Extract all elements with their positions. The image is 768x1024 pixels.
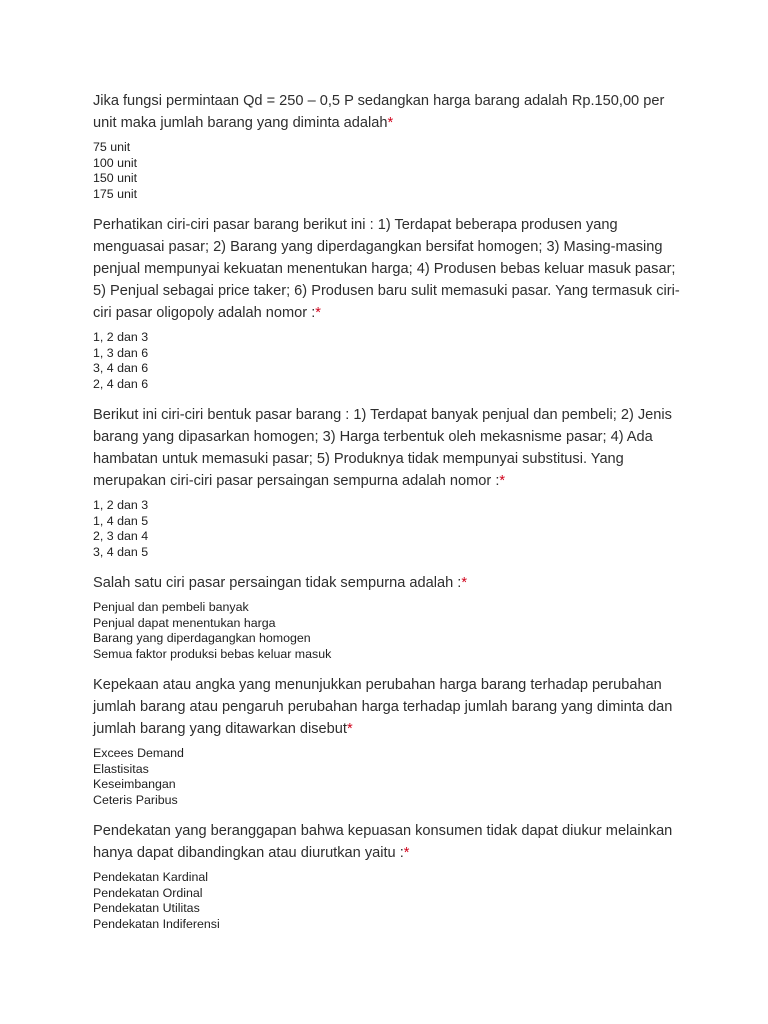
document-page: [93, 90, 683, 932]
question-2-options: [93, 330, 683, 392]
question-text: Jika fungsi permintaan Qd = 250 – 0,5 P sedangkan harga barang adalah Rp.150,00 per unit maka jumlah barang yang diminta adalah: [93, 93, 665, 131]
option[interactable]: 1, 4 dan 5: [93, 513, 149, 528]
question-4-options: [93, 600, 683, 662]
required-mark: *: [346, 721, 353, 737]
question-4-text: [93, 572, 683, 594]
question-6-text: [93, 820, 683, 864]
option[interactable]: Keseimbangan: [93, 777, 176, 791]
question-1-text: [93, 90, 683, 134]
question-1-options: [93, 140, 683, 202]
option[interactable]: Excees Demand: [93, 746, 184, 760]
question-2-text: [93, 214, 683, 324]
question-6-options: [93, 870, 683, 932]
option[interactable]: Barang yang diperdagangkan homogen: [93, 631, 311, 645]
required-mark: *: [499, 473, 506, 489]
question-1: [93, 90, 683, 202]
option[interactable]: Pendekatan Kardinal: [93, 870, 209, 884]
required-mark: *: [387, 115, 394, 131]
option[interactable]: 3, 4 dan 6: [93, 361, 149, 375]
question-3-options: [93, 498, 683, 560]
option[interactable]: 175 unit: [93, 186, 138, 201]
option[interactable]: Elastisitas: [93, 761, 149, 776]
option[interactable]: Pendekatan Indiferensi: [93, 916, 220, 931]
question-5: [93, 674, 683, 808]
option[interactable]: 2, 3 dan 4: [93, 529, 149, 543]
question-3: [93, 404, 683, 560]
option[interactable]: 1, 2 dan 3: [93, 330, 149, 344]
question-5-text: [93, 674, 683, 740]
question-6: [93, 820, 683, 932]
option[interactable]: Penjual dan pembeli banyak: [93, 600, 249, 614]
required-mark: *: [315, 305, 321, 321]
required-mark: *: [461, 575, 467, 591]
option[interactable]: 1, 3 dan 6: [93, 345, 149, 360]
required-mark: *: [403, 845, 410, 861]
option[interactable]: 2, 4 dan 6: [93, 376, 149, 391]
option[interactable]: 150 unit: [93, 171, 138, 185]
question-text: Pendekatan yang beranggapan bahwa kepuasan konsumen tidak dapat diukur melainkan hanya dapat dibandingkan atau diurutkan yaitu :: [93, 823, 673, 861]
question-4: [93, 572, 683, 662]
option[interactable]: Pendekatan Utilitas: [93, 901, 200, 915]
option[interactable]: 3, 4 dan 5: [93, 544, 149, 559]
question-text: Berikut ini ciri-ciri bentuk pasar barang : 1) Terdapat banyak penjual dan pembeli; 2) Jenis barang yang dipasarkan homogen; 3) Harga terbentuk oleh mekasnisme pasar; 4) Ada hambatan untuk memasuki pasar; 5) Produknya tidak mempunyai substitusi. Yang merupakan ciri-ciri pasar persaingan sempurna adalah nomor :: [93, 407, 672, 489]
question-text: Kepekaan atau angka yang menunjukkan perubahan harga barang terhadap perubahan jumlah barang atau pengaruh perubahan harga terhadap jumlah barang yang diminta dan jumlah barang yang ditawarkan disebut: [93, 677, 673, 737]
question-3-text: [93, 404, 683, 492]
question-2: [93, 214, 683, 392]
option[interactable]: 100 unit: [93, 155, 138, 170]
question-text: Perhatikan ciri-ciri pasar barang berikut ini : 1) Terdapat beberapa produsen yang menguasai pasar; 2) Barang yang diperdagangkan bersifat homogen; 3) Masing-masing penjual mempunyai kekuatan menentukan harga; 4) Produsen bebas keluar masuk pasar; 5) Penjual sebagai price taker; 6) Produsen baru sulit memasuki pasar. Yang termasuk ciri-ciri pasar oligopoly adalah nomor :: [93, 217, 680, 321]
question-text: Salah satu ciri pasar persaingan tidak sempurna adalah :: [93, 575, 462, 591]
option[interactable]: Penjual dapat menentukan harga: [93, 615, 276, 630]
option[interactable]: 1, 2 dan 3: [93, 498, 149, 512]
question-5-options: [93, 746, 683, 808]
option[interactable]: Ceteris Paribus: [93, 792, 178, 807]
option[interactable]: Semua faktor produksi bebas keluar masuk: [93, 646, 332, 661]
option[interactable]: Pendekatan Ordinal: [93, 885, 203, 900]
option[interactable]: 75 unit: [93, 140, 131, 154]
